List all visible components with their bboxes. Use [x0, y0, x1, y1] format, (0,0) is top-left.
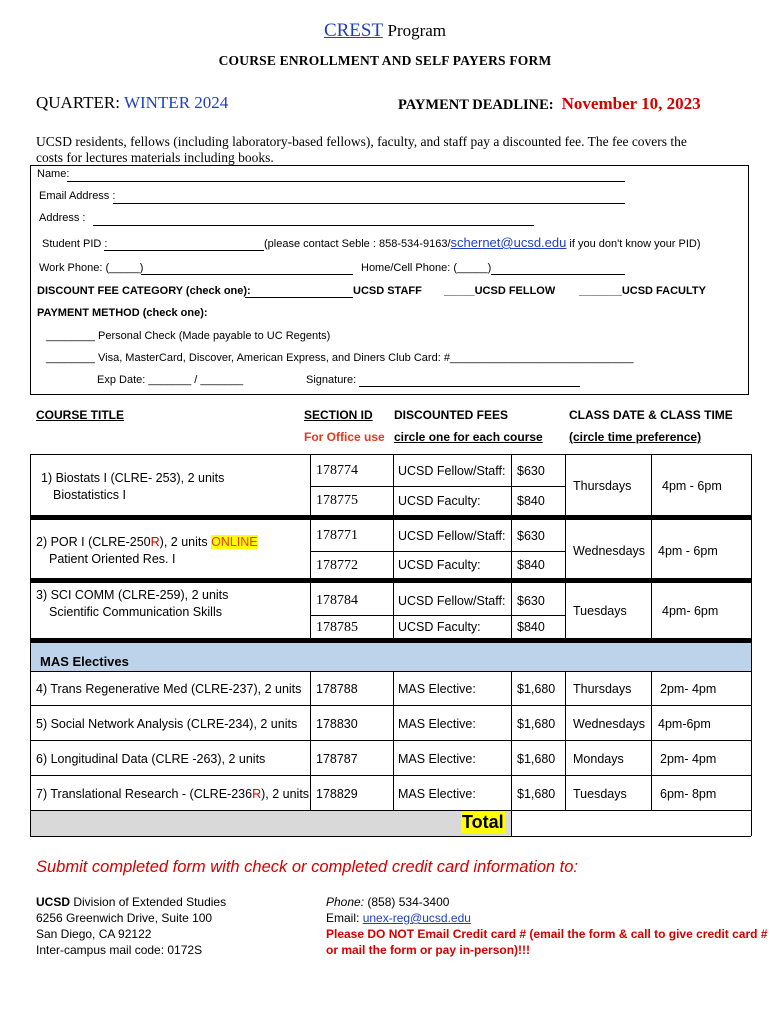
home-phone-label: Home/Cell Phone: (_____)	[361, 262, 492, 274]
phone-number: (858) 534-3400	[364, 895, 450, 909]
mas-2-fee-label[interactable]: MAS Elective:	[398, 717, 476, 731]
mas-1-section: 178788	[316, 682, 358, 696]
course-2-section-2: 178772	[316, 558, 358, 573]
staff-checkline[interactable]	[245, 297, 353, 298]
course-2-fee-fellow-label[interactable]: UCSD Fellow/Staff:	[398, 529, 506, 543]
deadline-value: November 10, 2023	[561, 94, 701, 113]
org-division: Division of Extended Studies	[70, 895, 227, 909]
submit-instruction: Submit completed form with check or completed credit card information to:	[36, 858, 578, 876]
mas-4-title-a: 7) Translational Research - (CLRE-236	[36, 787, 253, 801]
mas-3-section: 178787	[316, 752, 358, 766]
email-label-footer: Email:	[326, 911, 363, 925]
option-ucsd-fellow[interactable]: _____UCSD FELLOW	[444, 285, 556, 297]
mas-2-time[interactable]: 4pm-6pm	[658, 717, 711, 731]
mas-4-day[interactable]: Tuesdays	[573, 787, 627, 801]
work-phone-label: Work Phone: (_____)	[39, 262, 144, 274]
col-section-id: SECTION ID	[304, 408, 373, 422]
mas-electives-heading: MAS Electives	[40, 654, 129, 669]
mas-3-fee-label[interactable]: MAS Elective:	[398, 752, 476, 766]
intro-line-2: costs for lectures materials including books.	[36, 150, 274, 165]
course-2-fee-faculty[interactable]: $840	[517, 558, 545, 572]
course-1-fee-fellow-label[interactable]: UCSD Fellow/Staff:	[398, 464, 506, 478]
mas-3-title: 6) Longitudinal Data (CLRE -263), 2 units	[36, 752, 266, 766]
quarter-label: QUARTER:	[36, 93, 120, 112]
program-word: Program	[387, 21, 447, 40]
course-1-day[interactable]: Thursdays	[573, 479, 632, 493]
mas-1-fee-label[interactable]: MAS Elective:	[398, 682, 476, 696]
intro-line-1: UCSD residents, fellows (including laboratory-based fellows), faculty, and staff pay a discounted fee. The fee covers the	[36, 134, 687, 149]
phone-label: Phone:	[326, 895, 365, 909]
payment-option-card[interactable]: ________ Visa, MasterCard, Discover, American Express, and Diners Club Card: #______________________________	[46, 352, 634, 364]
pid-label: Student PID :	[42, 238, 108, 250]
pid-field[interactable]	[104, 250, 264, 251]
course-2-title	[36, 535, 258, 549]
mas-4-title-r: R	[252, 787, 262, 801]
course-1-section-2: 178775	[316, 493, 358, 508]
mas-4-title	[36, 787, 309, 801]
course-3-time[interactable]: 4pm- 6pm	[662, 604, 719, 618]
mas-1-title: 4) Trans Regenerative Med (CLRE-237), 2 units	[36, 682, 302, 696]
online-badge: ONLINE	[211, 535, 258, 549]
org-mailcode: Inter-campus mail code: 0172S	[36, 943, 203, 957]
course-1-subtitle: Biostatistics I	[53, 488, 126, 502]
course-1-time[interactable]: 4pm - 6pm	[662, 479, 722, 493]
option-ucsd-staff: UCSD STAFF	[353, 285, 422, 297]
circle-each-course: circle one for each course	[394, 430, 543, 444]
home-phone-field[interactable]	[491, 274, 625, 275]
course-3-subtitle: Scientific Communication Skills	[49, 605, 222, 619]
office-use-label: For Office use	[304, 430, 385, 444]
quarter	[36, 93, 228, 113]
name-field[interactable]	[67, 181, 625, 182]
option-ucsd-faculty[interactable]: _______UCSD FACULTY	[579, 285, 706, 297]
course-2-title-r: R	[150, 535, 160, 549]
total-label: Total	[462, 812, 504, 832]
address-field[interactable]	[93, 225, 534, 226]
course-1-fee-fellow[interactable]: $630	[517, 464, 545, 478]
course-3-section-2: 178785	[316, 620, 358, 635]
circle-time-preference: (circle time preference)	[569, 430, 702, 444]
org-street: 6256 Greenwich Drive, Suite 100	[36, 911, 213, 925]
mas-3-time[interactable]: 2pm- 4pm	[660, 752, 717, 766]
signature-label: Signature:	[306, 374, 357, 386]
course-3-fee-fellow-label[interactable]: UCSD Fellow/Staff:	[398, 594, 506, 608]
mas-2-fee[interactable]: $1,680	[517, 717, 556, 731]
contact-phone	[326, 895, 449, 909]
col-class-date-time: CLASS DATE & CLASS TIME	[569, 408, 733, 422]
email-field[interactable]	[113, 203, 625, 204]
mas-3-fee[interactable]: $1,680	[517, 752, 556, 766]
course-1-fee-faculty-label[interactable]: UCSD Faculty:	[398, 494, 481, 508]
course-1-fee-faculty[interactable]: $840	[517, 494, 545, 508]
payment-deadline	[398, 94, 701, 114]
pid-note-before: (please contact Seble : 858-534-9163/	[264, 238, 451, 250]
mas-4-fee-label[interactable]: MAS Elective:	[398, 787, 476, 801]
quarter-value: WINTER 2024	[123, 93, 229, 112]
warning-line-1: Please DO NOT Email Credit card # (email the form & call to give credit card #	[326, 927, 768, 941]
course-3-section-1: 178784	[316, 593, 358, 608]
pid-contact-email[interactable]: schernet@ucsd.edu	[450, 235, 567, 250]
pid-note-after: if you don't know your PID)	[569, 238, 701, 250]
exp-date-field[interactable]: Exp Date: _______ / _______	[97, 374, 244, 386]
contact-email	[326, 911, 471, 925]
course-1-section-1: 178774	[316, 463, 358, 478]
col-discounted-fees: DISCOUNTED FEES	[394, 408, 509, 422]
course-3-day[interactable]: Tuesdays	[573, 604, 627, 618]
course-3-title: 3) SCI COMM (CLRE-259), 2 units	[36, 588, 229, 602]
total-amount-field[interactable]	[512, 811, 751, 836]
payment-option-check[interactable]: ________ Personal Check (Made payable to UC Regents)	[46, 330, 331, 342]
mas-1-time[interactable]: 2pm- 4pm	[660, 682, 717, 696]
org-name	[36, 895, 226, 909]
discount-category-label: DISCOUNT FEE CATEGORY (check one):	[37, 285, 251, 297]
crest-link[interactable]: CREST	[323, 20, 383, 41]
mas-4-title-b: ), 2 units	[261, 787, 310, 801]
payment-method-label: PAYMENT METHOD (check one):	[37, 307, 208, 319]
org-city: San Diego, CA 92122	[36, 927, 152, 941]
mas-1-fee[interactable]: $1,680	[517, 682, 556, 696]
warning-line-2: or mail the form or pay in-person)!!!	[326, 943, 531, 957]
mas-4-section: 178829	[316, 787, 358, 801]
form-title: COURSE ENROLLMENT AND SELF PAYERS FORM	[218, 53, 552, 68]
course-3-fee-faculty-label[interactable]: UCSD Faculty:	[398, 620, 481, 634]
mas-3-day[interactable]: Mondays	[573, 752, 624, 766]
mas-2-day[interactable]: Wednesdays	[573, 717, 646, 731]
mas-2-title: 5) Social Network Analysis (CLRE-234), 2 units	[36, 717, 298, 731]
course-2-fee-faculty-label[interactable]: UCSD Faculty:	[398, 558, 481, 572]
course-2-title-a: 2) POR I (CLRE-250	[36, 535, 151, 549]
mas-1-day[interactable]: Thursdays	[573, 682, 632, 696]
deadline-label: PAYMENT DEADLINE:	[398, 97, 554, 113]
course-2-fee-fellow[interactable]: $630	[517, 529, 545, 543]
mas-4-fee[interactable]: $1,680	[517, 787, 556, 801]
total-row-shade	[30, 810, 511, 836]
org-ucsd: UCSD	[36, 895, 71, 909]
name-label: Name:	[37, 168, 70, 180]
course-3-fee-faculty[interactable]: $840	[517, 620, 545, 634]
mas-2-section: 178830	[316, 717, 358, 731]
program-heading	[0, 20, 770, 42]
pid-note	[264, 235, 701, 250]
course-2-section-1: 178771	[316, 528, 358, 543]
signature-field[interactable]	[359, 386, 580, 387]
course-3-fee-fellow[interactable]: $630	[517, 594, 545, 608]
col-course-title: COURSE TITLE	[36, 408, 125, 422]
email-label: Email Address :	[39, 190, 116, 202]
course-2-subtitle: Patient Oriented Res. I	[49, 552, 176, 566]
course-2-time[interactable]: 4pm - 6pm	[658, 544, 718, 558]
address-label: Address :	[39, 212, 86, 224]
mas-4-time[interactable]: 6pm- 8pm	[660, 787, 717, 801]
work-phone-field[interactable]	[141, 274, 353, 275]
course-2-day[interactable]: Wednesdays	[573, 544, 646, 558]
course-1-title: 1) Biostats I (CLRE- 253), 2 units	[41, 471, 225, 485]
registration-email-link[interactable]: unex-reg@ucsd.edu	[362, 911, 471, 925]
mas-band	[30, 643, 751, 671]
course-2-title-b: ), 2 units	[159, 535, 212, 549]
